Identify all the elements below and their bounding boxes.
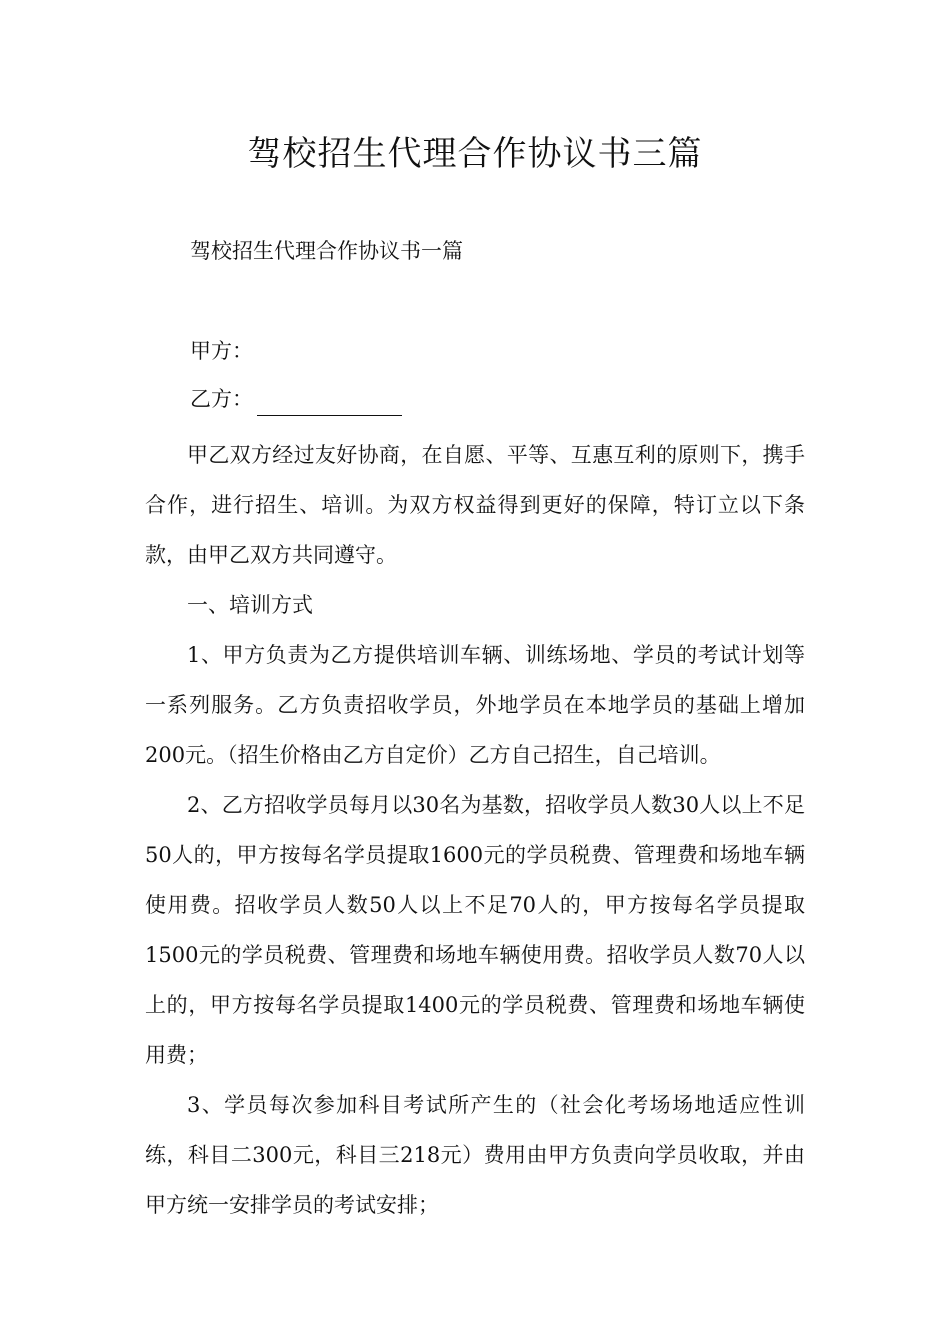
party-b-label: 乙方： xyxy=(190,387,253,411)
paragraph-intro: 甲乙双方经过友好协商，在自愿、平等、互惠互利的原则下，携手合作，进行招生、培训。为双方权益得到更好的保障，特订立以下条款，由甲乙双方共同遵守。 xyxy=(145,443,805,567)
document-title: 驾校招生代理合作协议书三篇 xyxy=(247,134,703,174)
party-a-label: 甲方： xyxy=(190,339,253,363)
clause-3: 3、学员每次参加科目考试所产生的（社会化考场场地适应性训练，科目二300元，科目三218元）费用由甲方负责向学员收取，并由甲方统一安排学员的考试安排； xyxy=(145,1093,805,1217)
party-b-line xyxy=(190,382,402,416)
clause-1: 1、甲方负责为乙方提供培训车辆、训练场地、学员的考试计划等一系列服务。乙方负责招收学员，外地学员在本地学员的基础上增加200元。（招生价格由乙方自定价）乙方自己招生，自己培训。 xyxy=(145,643,805,767)
party-b-blank xyxy=(257,389,402,416)
party-a-line xyxy=(190,334,253,368)
document-subtitle: 驾校招生代理合作协议书一篇 xyxy=(190,239,463,263)
section-heading-training-method: 一、培训方式 xyxy=(187,593,313,617)
document-body xyxy=(145,430,805,1230)
clause-2: 2、乙方招收学员每月以30名为基数，招收学员人数30人以上不足50人的，甲方按每名学员提取1600元的学员税费、管理费和场地车辆使用费。招收学员人数50人以上不足70人的，甲方按每名学员提取1500元的学员税费、管理费和场地车辆使用费。招收学员人数70人以上的，甲方按每名学员提取1400元的学员税费、管理费和场地车辆使用费； xyxy=(145,793,805,1067)
